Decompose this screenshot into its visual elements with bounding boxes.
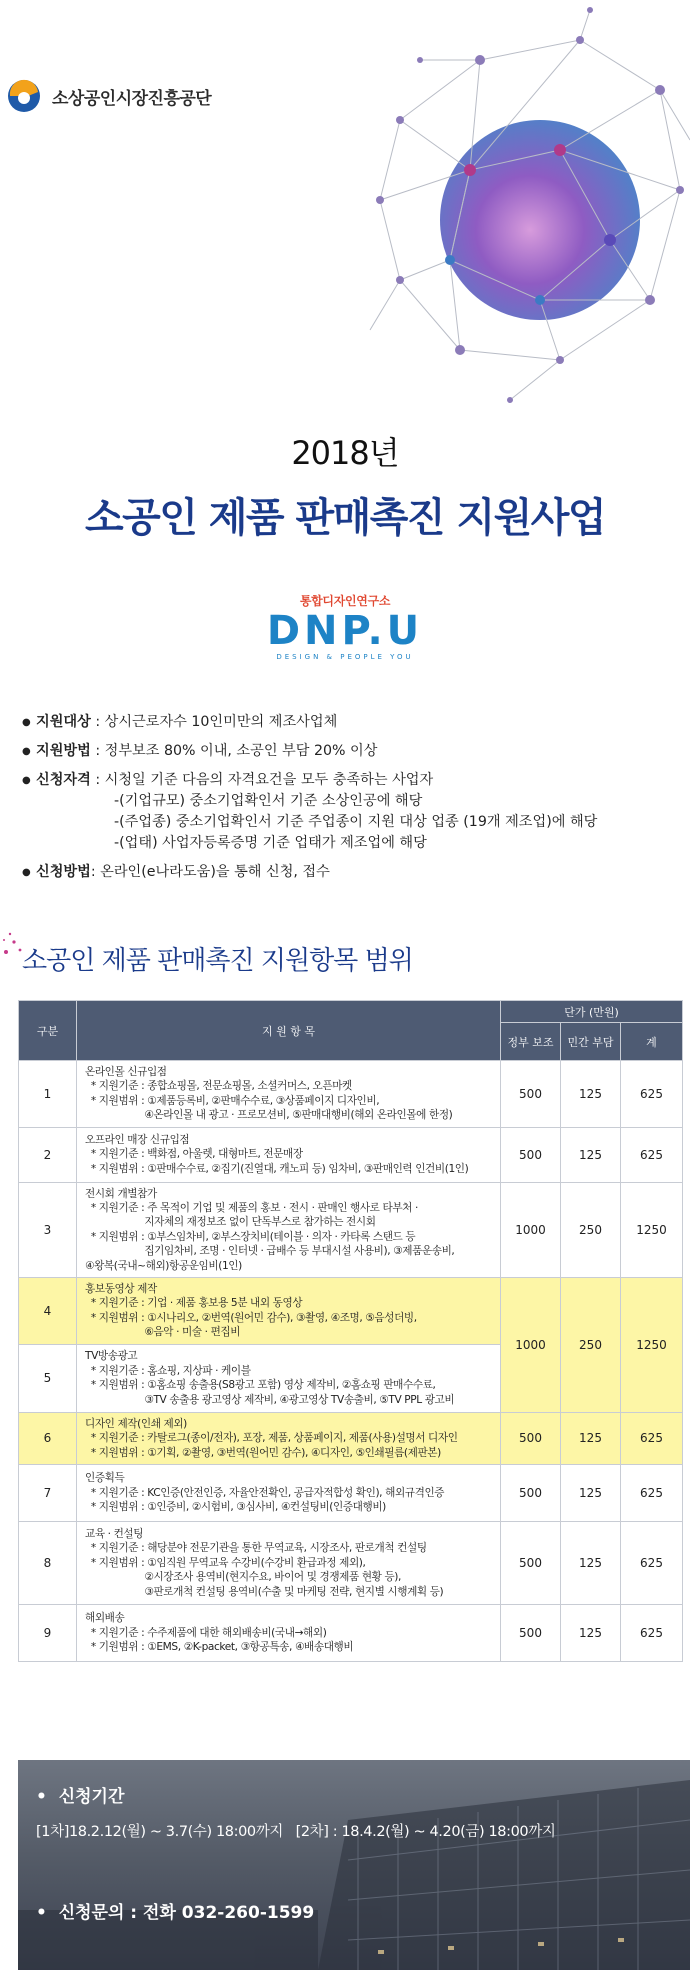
table-row: 9 해외배송 * 지원기준 : 수주제품에 대한 해외배송비(국내→해외) * 기원범위 : ①EMS, ②K-packet, ③항공특송, ④배송대행비 500 125 625 [19, 1604, 683, 1661]
bullet-icon: • [36, 1787, 59, 1807]
table-row: 3 전시회 개별참가 * 지원기준 : 주 목적이 기업 및 제품의 홍보 · 전시 · 판매인 행사로 타부처 · 지자체의 재정보조 없이 단독부스로 참가하는 전시회 * 지원범위 : ①부스임차비, ②부스장치비(테이블 · 의자 · 카타록 스탠드 등 집기임차비, 조명 · 인터넷 · 급배수 등 부대시설 사용비), ③제품운송비, ④왕복(국내~해외)항공운임비(1인) 1000 250 1250 [19, 1182, 683, 1277]
bullet-icon: ● [22, 746, 31, 757]
table-row: 4 홍보동영상 제작 * 지원기준 : 기업 · 제품 홍보용 5분 내외 동영상 * 지원범위 : ①시나리오, ②번역(원어민 감수), ③촬영, ④조명, ⑤음성더빙, ⑥음악 · 미술 · 편집비 1000 250 1250 [19, 1278, 683, 1345]
table-row: 1 온라인몰 신규입점 * 지원기준 : 종합쇼핑몰, 전문쇼핑몰, 소셜커머스, 오픈마켓 * 지원범위 : ①제품등록비, ②판매수수료, ③상품페이지 디자인비, ④온라인몰 내 광고 · 프로모션비, ⑤판매대행비(해외 온라인몰에 한정) 500 125 625 [19, 1061, 683, 1128]
table-row: 8 교육 · 컨설팅 * 지원기준 : 해당분야 전문기관을 통한 무역교육, 시장조사, 판로개척 컨설팅 * 지원범위 : ①임직원 무역교육 수강비(수강비 환급과정 제외), ②시장조사 용역비(현지수요, 바이어 및 경쟁제품 현황 등), ③판로개척 컨설팅 용역비(수출 및 마케팅 전략, 현지별 시행계획 등) 500 125 625 [19, 1521, 683, 1604]
brand-block [0, 592, 690, 661]
brand-korean-name: 통합디자인연구소 [299, 594, 391, 608]
org-name: 소상공인시장진흥공단 [52, 88, 212, 109]
header-price: 단가 (만원) [501, 1001, 683, 1023]
network-sphere-graphic [360, 0, 690, 420]
bullet-icon: • [36, 1903, 59, 1923]
brand-logo-text: DNP.U [266, 608, 424, 654]
info-eligibility: ● 신청자격 : 시청일 기준 다음의 자격요건을 모두 충족하는 사업자 -(기업규모) 중소기업확인서 기준 소상인공에 해당 -(주업종) 중소기업확인서 기준 주업종이 지원 대상 업종 (19개 제조업)에 해당 -(업태) 사업자등록증명 기준 업태가 제조업에 해당 [22, 770, 672, 854]
header-no: 구분 [19, 1001, 77, 1061]
bullet-icon: ● [22, 775, 31, 786]
hero-banner [0, 0, 690, 420]
period-heading: • 신청기간 [36, 1787, 125, 1807]
support-items-table [18, 1000, 683, 1662]
eligibility-sub: -(업태) 사업자등록증명 기준 업태가 제조업에 해당 [114, 835, 427, 851]
eligibility-sub: -(주업종) 중소기업확인서 기준 주업종이 지원 대상 업종 (19개 제조업)에 해당 [114, 814, 598, 830]
header-private: 민간 부담 [561, 1023, 621, 1061]
table-row: 7 인증획득 * 지원기준 : KC인증(안전인증, 자율안전확인, 공급자적합성 확인), 해외규격인증 * 지원범위 : ①인증비, ②시험비, ③심사비, ④컨설팅비(인증대행비) 500 125 625 [19, 1464, 683, 1521]
period-dates: [1차]18.2.12(월) ~ 3.7(수) 18:00까지 [2차] : 18.4.2(월) ~ 4.20(금) 18:00까지 [36, 1824, 556, 1840]
header-item: 지 원 항 목 [77, 1001, 501, 1061]
info-target: ● 지원대상 : 상시근로자수 10인미만의 제조사업체 [22, 712, 672, 733]
header-total: 계 [621, 1023, 683, 1061]
eligibility-sub: -(기업규모) 중소기업확인서 기준 소상인공에 해당 [114, 793, 423, 809]
year-title: 2018년 [291, 434, 399, 472]
bullet-icon: ● [22, 867, 31, 878]
table-row: 5 TV방송광고 * 지원기준 : 홈쇼핑, 지상파 · 케이블 * 지원범위 : ①홈쇼핑 송출용(S8광고 포함) 영상 제작비, ②홈쇼핑 판매수수료, ③TV 송출용 광고영상 제작비, ④광고영상 TV송출비, ⑤TV PPL 광고비 [19, 1344, 683, 1412]
program-info [22, 712, 672, 891]
bullet-icon: ● [22, 717, 31, 728]
org-emblem-icon [6, 78, 42, 114]
main-title: 소공인 제품 판매촉진 지원사업 [84, 495, 606, 541]
org-logo [6, 78, 211, 114]
table-row: 6 디자인 제작(인쇄 제외) * 지원기준 : 카탈로그(종이/전자), 포장, 제품, 상품페이지, 제품(사용)설명서 디자인 * 지원범위 : ①기획, ②촬영, ③번역(원어민 감수), ④디자인, ⑤인쇄필름(제판본) 500 125 625 [19, 1412, 683, 1464]
apply-info-banner [18, 1760, 690, 1970]
info-apply-method: ● 신청방법 : 온라인(e나라도움)을 통해 신청, 접수 [22, 862, 672, 883]
contact-info: • 신청문의 : 전화 032-260-1599 [36, 1903, 315, 1923]
header-gov: 정부 보조 [501, 1023, 561, 1061]
info-method: ● 지원방법 : 정부보조 80% 이내, 소공인 부담 20% 이상 [22, 741, 672, 762]
section-title: 소공인 제품 판매촉진 지원항목 범위 [22, 946, 413, 976]
table-row: 2 오프라인 매장 신규입점 * 지원기준 : 백화점, 아울렛, 대형마트, 전문매장 * 지원범위 : ①판매수수료, ②집기(진열대, 캐노피 등) 임차비, ③판매인력 인건비(1인) 500 125 625 [19, 1127, 683, 1182]
brand-tagline: DESIGN & PEOPLE YOU [276, 653, 414, 661]
